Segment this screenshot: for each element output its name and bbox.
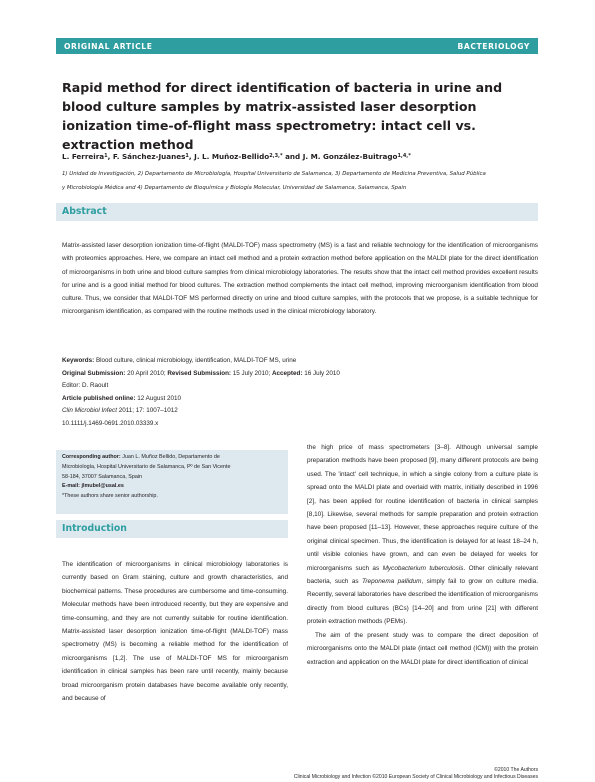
email-link[interactable]: jlmubel@usal.es xyxy=(81,483,124,490)
text-run: the high price of mass spectrometers [3–8]. Although universal sample preparation methods have been proposed [9], many different protocols are being used. The 'intact' cell technique, in which a single colony from a culture plate is spread onto the MALDI plate and overlaid with matrix, initially described in 1996 [2], has been applied for routine identification of bacteria in clinical samples [8,10]. Likewise, several methods for sample preparation and protein extraction have been proposed [11–13]. However, these approaches require culture of the original clinical specimen. Thus, the identification is delayed for at least 18–24 h, until visible colonies have grown, and can even be delayed for weeks for microorganisms such as xyxy=(307,444,538,572)
page-footer xyxy=(294,767,538,782)
journal-header-bar xyxy=(56,38,538,54)
corresponding-author-name: Juan L. Muñoz Bellido, Departamento de xyxy=(122,454,220,460)
author-separator: , xyxy=(107,152,113,161)
introduction-column-right xyxy=(307,441,538,669)
author-name: L. Ferreira xyxy=(62,152,105,161)
keywords-label: Keywords: xyxy=(62,357,95,364)
abstract-heading: Abstract xyxy=(56,203,538,221)
corresponding-author-box xyxy=(56,450,288,514)
affiliations xyxy=(62,167,538,195)
paragraph: The aim of the present study was to compare the direct deposition of microorganisms onto the MALDI plate (intact cell method (ICM)) with the protein extraction and application on the MALDI plate for direct identification of clinical xyxy=(307,631,538,666)
section-label: BACTERIOLOGY xyxy=(457,41,530,51)
corresponding-email-line xyxy=(62,482,282,492)
author-separator: and xyxy=(282,152,303,161)
journal-name: Clin Microbiol Infect xyxy=(62,407,117,414)
corresponding-address-line: Microbiología, Hospital Universitario de Salamanca, Pº de San Vicente xyxy=(62,463,231,470)
copyright-line: ©2010 The Authors xyxy=(494,767,538,773)
species-name: Mycobacterium tuberculosis xyxy=(382,564,464,572)
editor-line: Editor: D. Raoult xyxy=(62,382,109,389)
author-affiliation-marker: 1 xyxy=(104,153,108,159)
author-name: J. L. Muñoz-Bellido xyxy=(194,152,270,161)
abstract-text: Matrix-assisted laser desorption ionization time-of-flight (MALDI-TOF) mass spectrometry (MS) is a fast and reliable technology for the identification of microorganisms with proteomics approaches. Here, we compare an intact cell method and a protein extraction method before application on the MALDI plate for the direct identification of microorganisms in both urine and blood culture samples from clinical microbiology laboratories. The results show that the intact cell method provides excellent results for urine and is a good initial method for blood cultures. The extraction method complements the intact cell method, improving microorganism identification from blood culture. Thus, we consider that MALDI-TOF MS performed directly on urine and blood culture samples, with the protocols that we propose, is a suitable technique for microorganism identification, as compared with the routine methods used in the clinical microbiology laboratory. xyxy=(62,242,538,316)
email-label: E-mail: xyxy=(62,483,80,490)
revised-submission-date: 15 July 2010; xyxy=(232,369,271,377)
author-list xyxy=(62,152,538,162)
article-title: Rapid method for direct identification of bacteria in urine and blood culture samples by matrix-assisted laser desorption ionization time-of-flight mass spectrometry: intact cell vs. extraction method xyxy=(62,80,503,152)
introduction-column-left xyxy=(62,558,288,705)
author-name: J. M. González-Buitrago xyxy=(302,152,398,161)
author-separator: , xyxy=(188,152,195,161)
keywords-line xyxy=(62,355,538,368)
text-run: , simply fail to grow on culture media. Recently, several laboratories have described the identification of microorganisms directly from blood cultures (BCs) [14–20] and from urine [21] with different protein extraction methods (PEMs). xyxy=(307,578,539,626)
article-type-label: ORIGINAL ARTICLE xyxy=(64,41,153,51)
corresponding-author-line xyxy=(62,453,282,463)
citation: 2011; 17: 1007–1012 xyxy=(118,407,178,414)
text-run: . Other clinically relevant bacteria, such as xyxy=(307,564,538,586)
affiliation-line: y Microbiología Médica and 4) Departamento de Bioquímica y Biología Molecular, Universidad de Salamanca, Salamanca, Spain xyxy=(62,185,407,191)
paragraph: The identification of microorganisms in clinical microbiology laboratories is currently based on Gram staining, culture and growth characteristics, and biochemical patterns. These procedures are cumbersome and time-consuming. Molecular methods have been introduced recently, but they are expensive and time-consuming, and they are not currently suitable for routine identification. Matrix-assisted laser desorption ionization time-of-flight (MALDI-TOF) mass spectrometry (MS) is becoming a reliable method for the identification of microorganisms [1,2]. The use of MALDI-TOF MS for microorganism identification in clinical samples has been rare until recently, mainly because broad microorganism protein databases have become available only recently, and because of xyxy=(62,561,288,703)
corresponding-address-line: 58-184, 37007 Salamanca, Spain xyxy=(62,473,143,480)
article-metadata xyxy=(62,355,538,430)
introduction-heading: Introduction xyxy=(56,520,288,538)
original-submission-label: Original Submission: xyxy=(62,369,126,377)
keywords: Blood culture, clinical microbiology, identification, MALDI-TOF MS, urine xyxy=(95,357,297,364)
accepted-label: Accepted: xyxy=(272,369,303,377)
doi[interactable]: 10.1111/j.1469-0691.2010.03339.x xyxy=(62,419,159,427)
revised-submission-label: Revised Submission: xyxy=(167,369,232,377)
original-submission-date: 20 April 2010; xyxy=(127,369,166,377)
accepted-date: 16 July 2010 xyxy=(304,369,340,377)
paragraph xyxy=(307,441,538,629)
published-label: Article published online: xyxy=(62,394,136,402)
species-name: Treponema pallidum xyxy=(362,578,422,586)
published-line xyxy=(62,393,538,406)
senior-authorship-note: *These authors share senior authorship. xyxy=(62,493,158,500)
affiliation-line: 1) Unidad de Investigación, 2) Departamento de Microbiología, Hospital Universitario de Salamanca, 3) Departamento de Medicina Preventiva, Salud Pública xyxy=(62,171,486,177)
author-affiliation-marker: 1 xyxy=(185,153,189,159)
citation-line xyxy=(62,405,538,418)
author-name: F. Sánchez-Juanes xyxy=(112,152,186,161)
author-affiliation-marker: 2,3,* xyxy=(269,153,283,159)
published-date: 12 August 2010 xyxy=(137,394,182,402)
author-affiliation-marker: 1,4,* xyxy=(397,153,411,159)
corresponding-author-label: Corresponding author: xyxy=(62,454,121,460)
submission-dates-line xyxy=(62,368,538,381)
journal-copyright-line: Clinical Microbiology and Infection ©2010 European Society of Clinical Microbiology and Infectious Diseases xyxy=(293,774,538,781)
